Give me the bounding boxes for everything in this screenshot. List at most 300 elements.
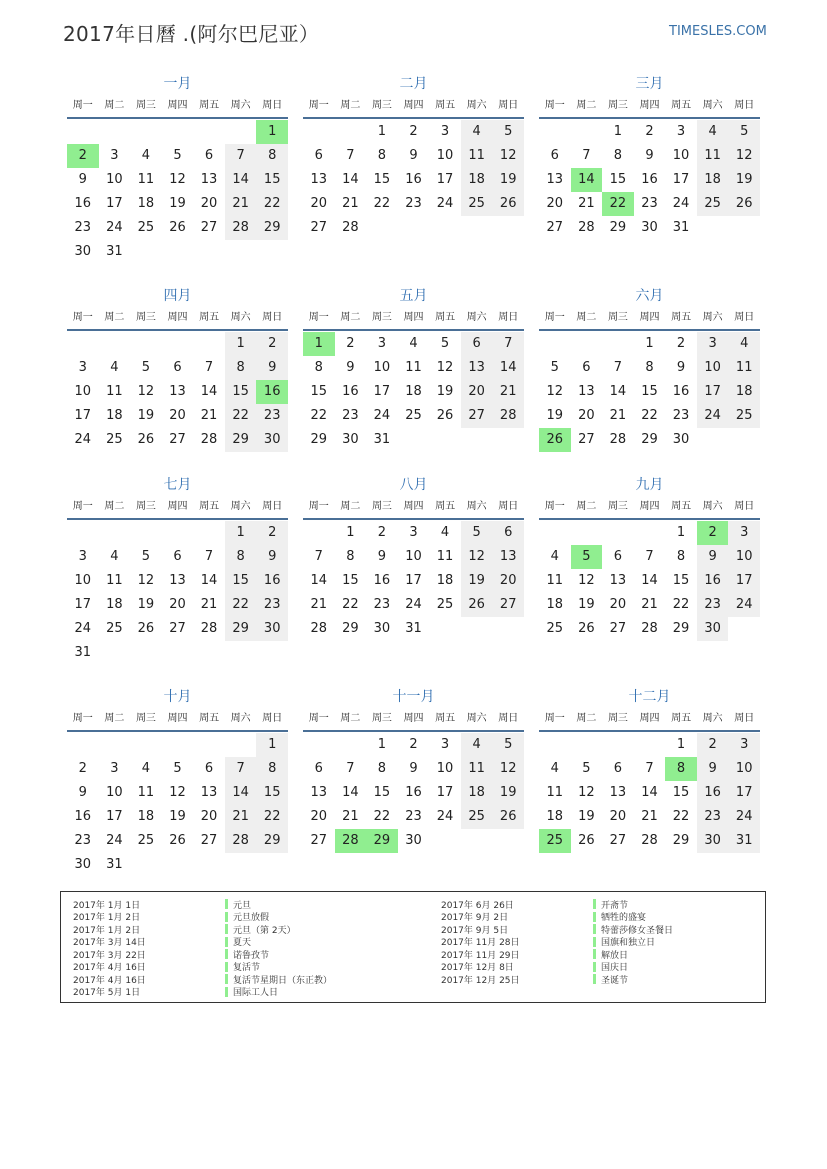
day-cell[interactable]: 14 bbox=[342, 172, 359, 187]
day-cell[interactable]: 3 bbox=[697, 332, 729, 356]
day-cell[interactable]: 6 bbox=[613, 549, 623, 564]
day-cell[interactable]: 18 bbox=[697, 168, 729, 192]
day-cell[interactable]: 4 bbox=[697, 120, 729, 144]
day-cell[interactable]: 18 bbox=[461, 168, 493, 192]
day-cell[interactable]: 28 bbox=[609, 432, 627, 447]
day-cell[interactable]: 15 bbox=[373, 172, 391, 187]
day-cell[interactable]: 2 bbox=[78, 761, 87, 776]
day-cell[interactable]: 20 bbox=[492, 569, 524, 593]
day-cell[interactable]: 8 bbox=[645, 360, 654, 375]
day-cell[interactable]: 23 bbox=[405, 196, 422, 211]
day-cell[interactable]: 16 bbox=[74, 196, 92, 211]
day-cell[interactable]: 18 bbox=[461, 781, 493, 805]
day-cell[interactable]: 26 bbox=[492, 192, 524, 216]
day-cell[interactable]: 30 bbox=[256, 428, 288, 452]
holiday-day-cell[interactable]: 5 bbox=[571, 545, 603, 569]
day-cell[interactable]: 22 bbox=[672, 809, 690, 824]
day-cell[interactable]: 13 bbox=[578, 384, 595, 399]
day-cell[interactable]: 31 bbox=[672, 220, 690, 235]
holiday-day-cell[interactable]: 16 bbox=[256, 380, 288, 404]
day-cell[interactable]: 21 bbox=[492, 380, 524, 404]
day-cell[interactable]: 2 bbox=[409, 124, 418, 139]
day-cell[interactable]: 19 bbox=[137, 597, 155, 612]
day-cell[interactable]: 3 bbox=[409, 525, 418, 540]
day-cell[interactable]: 29 bbox=[342, 621, 359, 636]
day-cell[interactable]: 17 bbox=[74, 597, 92, 612]
day-cell[interactable]: 7 bbox=[582, 148, 591, 163]
day-cell[interactable]: 3 bbox=[110, 761, 119, 776]
day-cell[interactable]: 18 bbox=[106, 597, 123, 612]
day-cell[interactable]: 9 bbox=[78, 785, 87, 800]
day-cell[interactable]: 3 bbox=[440, 124, 450, 139]
day-cell[interactable]: 26 bbox=[578, 833, 595, 848]
day-cell[interactable]: 29 bbox=[672, 621, 690, 636]
day-cell[interactable]: 30 bbox=[74, 244, 92, 259]
day-cell[interactable]: 10 bbox=[728, 757, 760, 781]
day-cell[interactable]: 10 bbox=[106, 785, 123, 800]
day-cell[interactable]: 30 bbox=[672, 432, 690, 447]
day-cell[interactable]: 23 bbox=[256, 404, 288, 428]
day-cell[interactable]: 27 bbox=[169, 432, 186, 447]
day-cell[interactable]: 23 bbox=[697, 805, 729, 829]
day-cell[interactable]: 4 bbox=[110, 360, 119, 375]
day-cell[interactable]: 21 bbox=[641, 809, 658, 824]
day-cell[interactable]: 18 bbox=[137, 196, 155, 211]
day-cell[interactable]: 12 bbox=[578, 573, 595, 588]
day-cell[interactable]: 9 bbox=[256, 545, 288, 569]
day-cell[interactable]: 22 bbox=[225, 593, 257, 617]
day-cell[interactable]: 21 bbox=[609, 408, 627, 423]
day-cell[interactable]: 19 bbox=[578, 597, 595, 612]
day-cell[interactable]: 3 bbox=[676, 124, 686, 139]
day-cell[interactable]: 30 bbox=[405, 833, 422, 848]
day-cell[interactable]: 29 bbox=[225, 617, 257, 641]
day-cell[interactable]: 31 bbox=[373, 432, 391, 447]
holiday-day-cell[interactable]: 22 bbox=[602, 192, 634, 216]
day-cell[interactable]: 13 bbox=[492, 545, 524, 569]
day-cell[interactable]: 4 bbox=[550, 549, 559, 564]
day-cell[interactable]: 7 bbox=[225, 144, 257, 168]
day-cell[interactable]: 1 bbox=[676, 737, 686, 752]
day-cell[interactable]: 12 bbox=[461, 545, 493, 569]
day-cell[interactable]: 24 bbox=[672, 196, 690, 211]
day-cell[interactable]: 25 bbox=[137, 833, 155, 848]
day-cell[interactable]: 26 bbox=[492, 805, 524, 829]
day-cell[interactable]: 4 bbox=[461, 120, 493, 144]
day-cell[interactable]: 11 bbox=[405, 360, 422, 375]
day-cell[interactable]: 27 bbox=[310, 220, 328, 235]
day-cell[interactable]: 3 bbox=[728, 521, 760, 545]
day-cell[interactable]: 25 bbox=[436, 597, 454, 612]
day-cell[interactable]: 22 bbox=[373, 196, 391, 211]
day-cell[interactable]: 8 bbox=[377, 148, 387, 163]
day-cell[interactable]: 20 bbox=[200, 809, 218, 824]
day-cell[interactable]: 7 bbox=[346, 761, 355, 776]
day-cell[interactable]: 11 bbox=[546, 785, 564, 800]
day-cell[interactable]: 10 bbox=[106, 172, 123, 187]
day-cell[interactable]: 5 bbox=[492, 120, 524, 144]
day-cell[interactable]: 27 bbox=[492, 593, 524, 617]
day-cell[interactable]: 11 bbox=[461, 757, 493, 781]
day-cell[interactable]: 4 bbox=[110, 549, 119, 564]
day-cell[interactable]: 3 bbox=[110, 148, 119, 163]
day-cell[interactable]: 17 bbox=[728, 569, 760, 593]
day-cell[interactable]: 5 bbox=[492, 733, 524, 757]
day-cell[interactable]: 2 bbox=[697, 733, 729, 757]
day-cell[interactable]: 19 bbox=[137, 408, 155, 423]
day-cell[interactable]: 5 bbox=[141, 549, 151, 564]
day-cell[interactable]: 19 bbox=[578, 809, 595, 824]
day-cell[interactable]: 18 bbox=[405, 384, 422, 399]
day-cell[interactable]: 2 bbox=[409, 737, 418, 752]
day-cell[interactable]: 24 bbox=[74, 621, 92, 636]
day-cell[interactable]: 16 bbox=[405, 172, 422, 187]
day-cell[interactable]: 28 bbox=[225, 216, 257, 240]
day-cell[interactable]: 18 bbox=[728, 380, 760, 404]
day-cell[interactable]: 10 bbox=[74, 384, 92, 399]
day-cell[interactable]: 29 bbox=[672, 833, 690, 848]
holiday-day-cell[interactable]: 25 bbox=[539, 829, 571, 853]
day-cell[interactable]: 8 bbox=[676, 549, 686, 564]
day-cell[interactable]: 23 bbox=[256, 593, 288, 617]
day-cell[interactable]: 6 bbox=[492, 521, 524, 545]
day-cell[interactable]: 27 bbox=[169, 621, 186, 636]
day-cell[interactable]: 12 bbox=[492, 757, 524, 781]
day-cell[interactable]: 13 bbox=[310, 785, 328, 800]
day-cell[interactable]: 25 bbox=[461, 192, 493, 216]
holiday-day-cell[interactable]: 28 bbox=[335, 829, 367, 853]
day-cell[interactable]: 28 bbox=[200, 621, 218, 636]
day-cell[interactable]: 28 bbox=[225, 829, 257, 853]
day-cell[interactable]: 16 bbox=[74, 809, 92, 824]
day-cell[interactable]: 13 bbox=[169, 573, 186, 588]
day-cell[interactable]: 1 bbox=[645, 336, 654, 351]
day-cell[interactable]: 29 bbox=[609, 220, 627, 235]
day-cell[interactable]: 20 bbox=[461, 380, 493, 404]
day-cell[interactable]: 11 bbox=[137, 172, 155, 187]
day-cell[interactable]: 23 bbox=[342, 408, 359, 423]
day-cell[interactable]: 10 bbox=[697, 356, 729, 380]
day-cell[interactable]: 26 bbox=[728, 192, 760, 216]
day-cell[interactable]: 17 bbox=[106, 809, 123, 824]
day-cell[interactable]: 15 bbox=[609, 172, 627, 187]
day-cell[interactable]: 30 bbox=[256, 617, 288, 641]
day-cell[interactable]: 4 bbox=[728, 332, 760, 356]
day-cell[interactable]: 14 bbox=[641, 785, 658, 800]
day-cell[interactable]: 24 bbox=[405, 597, 422, 612]
day-cell[interactable]: 9 bbox=[409, 148, 418, 163]
day-cell[interactable]: 21 bbox=[342, 809, 359, 824]
day-cell[interactable]: 28 bbox=[641, 621, 658, 636]
day-cell[interactable]: 7 bbox=[613, 360, 623, 375]
day-cell[interactable]: 10 bbox=[728, 545, 760, 569]
day-cell[interactable]: 2 bbox=[256, 332, 288, 356]
day-cell[interactable]: 17 bbox=[373, 384, 391, 399]
day-cell[interactable]: 14 bbox=[225, 781, 257, 805]
day-cell[interactable]: 12 bbox=[137, 384, 155, 399]
day-cell[interactable]: 7 bbox=[492, 332, 524, 356]
day-cell[interactable]: 14 bbox=[200, 384, 218, 399]
day-cell[interactable]: 27 bbox=[200, 220, 218, 235]
day-cell[interactable]: 15 bbox=[672, 573, 690, 588]
day-cell[interactable]: 2 bbox=[676, 336, 686, 351]
day-cell[interactable]: 24 bbox=[106, 220, 123, 235]
day-cell[interactable]: 25 bbox=[137, 220, 155, 235]
holiday-day-cell[interactable]: 29 bbox=[366, 829, 398, 853]
day-cell[interactable]: 7 bbox=[645, 761, 654, 776]
day-cell[interactable]: 3 bbox=[440, 737, 450, 752]
day-cell[interactable]: 10 bbox=[373, 360, 391, 375]
day-cell[interactable]: 3 bbox=[377, 336, 387, 351]
day-cell[interactable]: 19 bbox=[492, 168, 524, 192]
day-cell[interactable]: 27 bbox=[310, 833, 328, 848]
day-cell[interactable]: 1 bbox=[676, 525, 686, 540]
day-cell[interactable]: 12 bbox=[578, 785, 595, 800]
day-cell[interactable]: 25 bbox=[461, 805, 493, 829]
day-cell[interactable]: 26 bbox=[461, 593, 493, 617]
day-cell[interactable]: 10 bbox=[436, 761, 454, 776]
day-cell[interactable]: 2 bbox=[346, 336, 355, 351]
day-cell[interactable]: 6 bbox=[461, 332, 493, 356]
day-cell[interactable]: 17 bbox=[405, 573, 422, 588]
day-cell[interactable]: 10 bbox=[436, 148, 454, 163]
holiday-day-cell[interactable]: 26 bbox=[539, 428, 571, 452]
day-cell[interactable]: 22 bbox=[256, 805, 288, 829]
day-cell[interactable]: 14 bbox=[492, 356, 524, 380]
day-cell[interactable]: 26 bbox=[137, 621, 155, 636]
day-cell[interactable]: 23 bbox=[641, 196, 658, 211]
day-cell[interactable]: 4 bbox=[141, 761, 151, 776]
day-cell[interactable]: 27 bbox=[609, 833, 627, 848]
day-cell[interactable]: 11 bbox=[106, 384, 123, 399]
day-cell[interactable]: 31 bbox=[106, 244, 123, 259]
day-cell[interactable]: 27 bbox=[546, 220, 564, 235]
day-cell[interactable]: 24 bbox=[436, 809, 454, 824]
day-cell[interactable]: 30 bbox=[697, 617, 729, 641]
day-cell[interactable]: 26 bbox=[137, 432, 155, 447]
day-cell[interactable]: 28 bbox=[310, 621, 328, 636]
day-cell[interactable]: 30 bbox=[641, 220, 658, 235]
day-cell[interactable]: 4 bbox=[440, 525, 450, 540]
day-cell[interactable]: 29 bbox=[256, 216, 288, 240]
day-cell[interactable]: 6 bbox=[582, 360, 591, 375]
day-cell[interactable]: 17 bbox=[728, 781, 760, 805]
day-cell[interactable]: 9 bbox=[78, 172, 87, 187]
day-cell[interactable]: 9 bbox=[645, 148, 654, 163]
day-cell[interactable]: 1 bbox=[225, 521, 257, 545]
day-cell[interactable]: 11 bbox=[106, 573, 123, 588]
day-cell[interactable]: 1 bbox=[377, 124, 387, 139]
day-cell[interactable]: 18 bbox=[436, 573, 454, 588]
day-cell[interactable]: 26 bbox=[578, 621, 595, 636]
day-cell[interactable]: 16 bbox=[256, 569, 288, 593]
day-cell[interactable]: 19 bbox=[546, 408, 564, 423]
day-cell[interactable]: 4 bbox=[141, 148, 151, 163]
day-cell[interactable]: 21 bbox=[310, 597, 328, 612]
day-cell[interactable]: 22 bbox=[342, 597, 359, 612]
day-cell[interactable]: 13 bbox=[310, 172, 328, 187]
day-cell[interactable]: 17 bbox=[436, 172, 454, 187]
day-cell[interactable]: 21 bbox=[200, 597, 218, 612]
day-cell[interactable]: 16 bbox=[342, 384, 359, 399]
day-cell[interactable]: 16 bbox=[672, 384, 690, 399]
day-cell[interactable]: 20 bbox=[200, 196, 218, 211]
day-cell[interactable]: 1 bbox=[256, 733, 288, 757]
day-cell[interactable]: 30 bbox=[342, 432, 359, 447]
day-cell[interactable]: 28 bbox=[200, 432, 218, 447]
day-cell[interactable]: 9 bbox=[256, 356, 288, 380]
day-cell[interactable]: 13 bbox=[609, 785, 627, 800]
day-cell[interactable]: 11 bbox=[137, 785, 155, 800]
day-cell[interactable]: 13 bbox=[200, 785, 218, 800]
day-cell[interactable]: 6 bbox=[173, 549, 182, 564]
day-cell[interactable]: 4 bbox=[409, 336, 418, 351]
day-cell[interactable]: 21 bbox=[225, 192, 257, 216]
day-cell[interactable]: 10 bbox=[405, 549, 422, 564]
day-cell[interactable]: 21 bbox=[342, 196, 359, 211]
day-cell[interactable]: 3 bbox=[78, 360, 87, 375]
day-cell[interactable]: 9 bbox=[697, 757, 729, 781]
day-cell[interactable]: 19 bbox=[169, 196, 186, 211]
day-cell[interactable]: 26 bbox=[169, 220, 186, 235]
day-cell[interactable]: 15 bbox=[641, 384, 658, 399]
holiday-day-cell[interactable]: 1 bbox=[303, 332, 335, 356]
day-cell[interactable]: 1 bbox=[377, 737, 387, 752]
day-cell[interactable]: 24 bbox=[106, 833, 123, 848]
day-cell[interactable]: 20 bbox=[609, 809, 627, 824]
day-cell[interactable]: 12 bbox=[492, 144, 524, 168]
day-cell[interactable]: 15 bbox=[256, 781, 288, 805]
day-cell[interactable]: 6 bbox=[204, 761, 214, 776]
day-cell[interactable]: 17 bbox=[106, 196, 123, 211]
day-cell[interactable]: 14 bbox=[342, 785, 359, 800]
day-cell[interactable]: 23 bbox=[697, 593, 729, 617]
day-cell[interactable]: 27 bbox=[578, 432, 595, 447]
day-cell[interactable]: 16 bbox=[405, 785, 422, 800]
day-cell[interactable]: 23 bbox=[405, 809, 422, 824]
day-cell[interactable]: 28 bbox=[641, 833, 658, 848]
day-cell[interactable]: 9 bbox=[409, 761, 418, 776]
day-cell[interactable]: 2 bbox=[377, 525, 387, 540]
day-cell[interactable]: 22 bbox=[373, 809, 391, 824]
day-cell[interactable]: 5 bbox=[728, 120, 760, 144]
day-cell[interactable]: 8 bbox=[377, 761, 387, 776]
day-cell[interactable]: 29 bbox=[641, 432, 658, 447]
day-cell[interactable]: 5 bbox=[173, 761, 182, 776]
holiday-day-cell[interactable]: 8 bbox=[665, 757, 697, 781]
day-cell[interactable]: 6 bbox=[173, 360, 182, 375]
day-cell[interactable]: 28 bbox=[342, 220, 359, 235]
day-cell[interactable]: 26 bbox=[169, 833, 186, 848]
day-cell[interactable]: 29 bbox=[310, 432, 328, 447]
day-cell[interactable]: 12 bbox=[137, 573, 155, 588]
day-cell[interactable]: 15 bbox=[225, 569, 257, 593]
day-cell[interactable]: 16 bbox=[697, 781, 729, 805]
day-cell[interactable]: 8 bbox=[346, 549, 355, 564]
day-cell[interactable]: 6 bbox=[613, 761, 623, 776]
day-cell[interactable]: 28 bbox=[492, 404, 524, 428]
day-cell[interactable]: 18 bbox=[137, 809, 155, 824]
day-cell[interactable]: 4 bbox=[461, 733, 493, 757]
day-cell[interactable]: 24 bbox=[74, 432, 92, 447]
day-cell[interactable]: 19 bbox=[461, 569, 493, 593]
day-cell[interactable]: 4 bbox=[550, 761, 559, 776]
day-cell[interactable]: 20 bbox=[310, 196, 328, 211]
holiday-day-cell[interactable]: 2 bbox=[67, 144, 99, 168]
holiday-day-cell[interactable]: 14 bbox=[571, 168, 603, 192]
day-cell[interactable]: 8 bbox=[256, 144, 288, 168]
day-cell[interactable]: 1 bbox=[346, 525, 355, 540]
day-cell[interactable]: 15 bbox=[373, 785, 391, 800]
day-cell[interactable]: 24 bbox=[697, 404, 729, 428]
day-cell[interactable]: 19 bbox=[169, 809, 186, 824]
day-cell[interactable]: 24 bbox=[728, 805, 760, 829]
day-cell[interactable]: 3 bbox=[78, 549, 87, 564]
day-cell[interactable]: 7 bbox=[225, 757, 257, 781]
day-cell[interactable]: 25 bbox=[546, 621, 564, 636]
brand-logo[interactable]: TIMESLES.COM bbox=[669, 24, 767, 39]
day-cell[interactable]: 9 bbox=[697, 545, 729, 569]
day-cell[interactable]: 24 bbox=[373, 408, 391, 423]
day-cell[interactable]: 14 bbox=[609, 384, 627, 399]
day-cell[interactable]: 24 bbox=[728, 593, 760, 617]
day-cell[interactable]: 7 bbox=[204, 549, 214, 564]
day-cell[interactable]: 11 bbox=[546, 573, 564, 588]
day-cell[interactable]: 8 bbox=[314, 360, 323, 375]
day-cell[interactable]: 7 bbox=[645, 549, 654, 564]
day-cell[interactable]: 27 bbox=[609, 621, 627, 636]
day-cell[interactable]: 1 bbox=[225, 332, 257, 356]
day-cell[interactable]: 20 bbox=[169, 597, 186, 612]
day-cell[interactable]: 22 bbox=[256, 192, 288, 216]
day-cell[interactable]: 1 bbox=[613, 124, 623, 139]
day-cell[interactable]: 13 bbox=[169, 384, 186, 399]
day-cell[interactable]: 16 bbox=[641, 172, 658, 187]
day-cell[interactable]: 17 bbox=[697, 380, 729, 404]
day-cell[interactable]: 17 bbox=[436, 785, 454, 800]
day-cell[interactable]: 30 bbox=[697, 829, 729, 853]
day-cell[interactable]: 6 bbox=[550, 148, 559, 163]
day-cell[interactable]: 18 bbox=[106, 408, 123, 423]
day-cell[interactable]: 7 bbox=[204, 360, 214, 375]
day-cell[interactable]: 15 bbox=[342, 573, 359, 588]
day-cell[interactable]: 15 bbox=[225, 380, 257, 404]
day-cell[interactable]: 14 bbox=[225, 168, 257, 192]
day-cell[interactable]: 14 bbox=[641, 573, 658, 588]
day-cell[interactable]: 5 bbox=[461, 521, 493, 545]
day-cell[interactable]: 25 bbox=[728, 404, 760, 428]
day-cell[interactable]: 6 bbox=[204, 148, 214, 163]
day-cell[interactable]: 9 bbox=[346, 360, 355, 375]
day-cell[interactable]: 13 bbox=[200, 172, 218, 187]
day-cell[interactable]: 22 bbox=[641, 408, 658, 423]
day-cell[interactable]: 29 bbox=[256, 829, 288, 853]
day-cell[interactable]: 31 bbox=[728, 829, 760, 853]
day-cell[interactable]: 2 bbox=[645, 124, 654, 139]
day-cell[interactable]: 5 bbox=[173, 148, 182, 163]
day-cell[interactable]: 21 bbox=[200, 408, 218, 423]
day-cell[interactable]: 31 bbox=[106, 857, 123, 872]
holiday-day-cell[interactable]: 2 bbox=[697, 521, 729, 545]
day-cell[interactable]: 5 bbox=[440, 336, 450, 351]
day-cell[interactable]: 3 bbox=[728, 733, 760, 757]
day-cell[interactable]: 12 bbox=[169, 785, 186, 800]
day-cell[interactable]: 18 bbox=[546, 809, 564, 824]
day-cell[interactable]: 25 bbox=[106, 621, 123, 636]
day-cell[interactable]: 7 bbox=[314, 549, 323, 564]
day-cell[interactable]: 12 bbox=[436, 360, 454, 375]
day-cell[interactable]: 11 bbox=[697, 144, 729, 168]
